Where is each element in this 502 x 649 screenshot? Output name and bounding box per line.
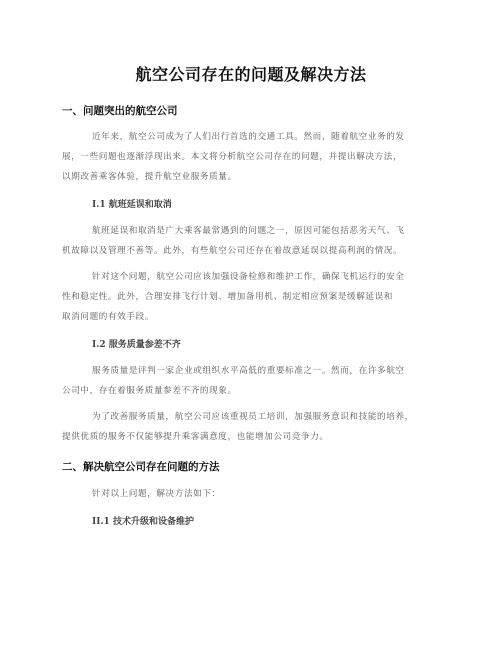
subsection-heading-1-1: I.1 航班延误和取消 bbox=[92, 200, 172, 210]
paragraph-line: 以期改善乘客体验，提升航空业服务质量。 bbox=[62, 172, 237, 182]
paragraph-line: 针对这个问题，航空公司应该加强设备检修和维护工作，确保飞机运行的安全 bbox=[92, 272, 405, 282]
paragraph-line: 服务质量是评判一家企业或组织水平高低的重要标准之一。然而，在许多航空 bbox=[92, 366, 405, 376]
paragraph-line: 性和稳定性。此外，合理安排飞行计划、增加备用机、制定相应预案是缓解延误和 bbox=[62, 292, 393, 302]
paragraph-line: 近年来，航空公司成为了人们出行首选的交通工具。然而，随着航空业务的发 bbox=[92, 132, 405, 142]
section-heading-2: 二、解决航空公司存在问题的方法 bbox=[62, 461, 220, 473]
paragraph-line: 提供优质的服务不仅能够提升乘客满意度，也能增加公司竞争力。 bbox=[62, 432, 329, 442]
subsection-heading-2-1: II.1 技术升级和设备维护 bbox=[92, 517, 194, 527]
paragraph-line: 公司中，存在着服务质量参差不齐的现象。 bbox=[62, 386, 237, 396]
paragraph-line: 针对以上问题，解决方法如下： bbox=[92, 489, 221, 499]
paragraph-line: 机故障以及管理不善等。此外，有些航空公司还存在着故意延误以提高利润的情况。 bbox=[62, 246, 403, 256]
subsection-heading-1-2: I.2 服务质量参差不齐 bbox=[92, 340, 181, 350]
paragraph-line: 展，一些问题也逐渐浮现出来。本文将分析航空公司存在的问题，并提出解决方法， bbox=[62, 152, 403, 162]
paragraph-line: 取消问题的有效手段。 bbox=[62, 312, 154, 322]
document-title: 航空公司存在的问题及解决方法 bbox=[135, 65, 367, 84]
paragraph-line: 为了改善服务质量，航空公司应该重视员工培训，加强服务意识和技能的培养， bbox=[92, 412, 414, 422]
section-heading-1: 一、问题突出的航空公司 bbox=[62, 105, 178, 117]
paragraph-line: 航班延误和取消是广大乘客最常遇到的问题之一，原因可能包括恶劣天气、飞 bbox=[92, 226, 405, 236]
